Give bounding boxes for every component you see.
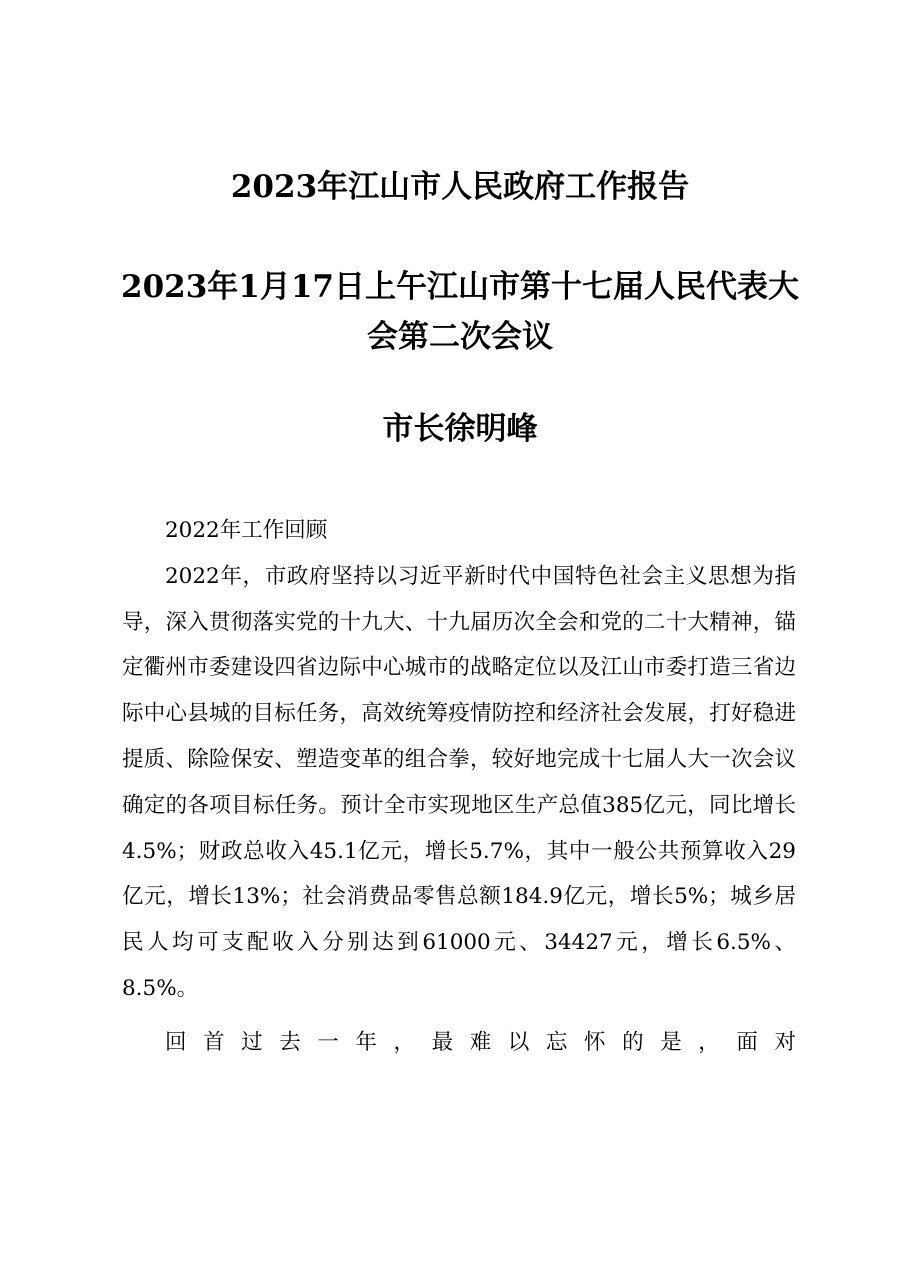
report-title: 2023年江山市人民政府工作报告 [230, 169, 690, 205]
author-line: 市长徐明峰 [382, 411, 538, 447]
report-body [122, 508, 796, 1066]
paragraph-review-summary: 2022年，市政府坚持以习近平新时代中国特色社会主义思想为指导，深入贯彻落实党的十九大、十九届历次全会和党的二十大精神，锚定衢州市委建设四省边际中心城市的战略定位以及江山市委打造三省边际中心县城的目标任务，高效统筹疫情防控和经济社会发展，打好稳进提质、除险保安、塑造变革的组合拳，较好地完成十七届人大一次会议确定的各项目标任务。预计全市实现地区生产总值385亿元，同比增长4.5%；财政总收入45.1亿元，增长5.7%，其中一般公共预算收入29亿元，增长13%；社会消费品零售总额184.9亿元，增长5%；城乡居民人均可支配收入分别达到61000元、34427元，增长6.5%、8.5%。 [122, 563, 796, 1001]
meeting-subtitle: 2023年1月17日上午江山市第十七届人民代表大会第二次会议 [121, 269, 799, 355]
paragraph-looking-back: 回首过去一年，最难以忘怀的是，面对 [165, 1029, 796, 1055]
section-heading: 2022年工作回顾 [165, 518, 328, 543]
